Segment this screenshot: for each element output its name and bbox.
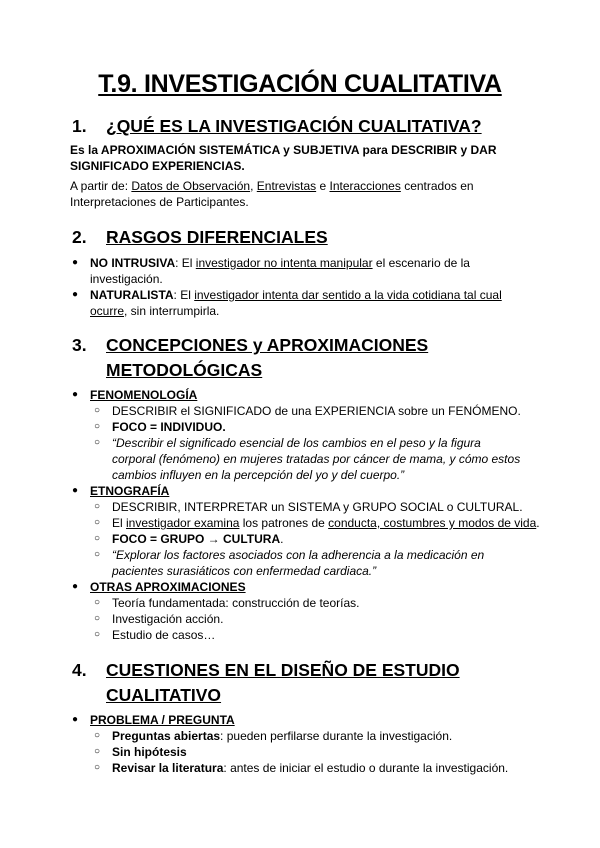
document-page: T.9. INVESTIGACIÓN CUALITATIVA 1. ¿QUÉ ES LA INVESTIGACIÓN CUALITATIVA? Es la APROXIMACIÓN SISTEMÁTICA y SUBJETIVA para DESCRIBIR y DAR SIGNIFICADO EXPERIENCIAS. A partir de: Datos de Observación, Entrevistas e Interacciones centrados en Interpretaciones de Participantes. 2. RASGOS DIFERENCIALES ● NO INTRUSIVA: El investigador no intenta manipular el escenario de la investigación. ● NATURALISTA: El investigador intenta dar sentido a la vida cotidiana tal cual ocurre, sin interrumpirla. 3. CONCEPCIONES y APROXIMACIONES METODOLÓGICAS ● FENOMENOLOGÍA ○ DESCRIBIR el SIGNIFICADO de una EXPERIENCIA sobre un FENÓMENO. ○ FOCO = INDIVIDUO. ○ “Describir el significado esencial de los cambios en el peso y la figura corporal (fenómeno) en mujeres tratadas por cáncer de mama, y cómo estos cambios influyen en la percepción del yo y del cuerpo.” ● ETNOGRAFÍA ○ DESCRIBIR, INTERPRETAR un SISTEMA y GRUPO SOCIAL o CULTURAL. ○ El investigador examina los patrones de conducta, costumbres y modos de vida. ○ FOCO = GRUPO → CULTURA. ○ “Explorar los factores asociados con la adherencia a la medicación en pacientes surasiáticos con enfermedad cardiaca.” ● OTRAS APROXIMACIONES ○ Teoría fundamentada: construcción de teorías. ○ Investigación acción. ○ Estudio de casos… 4. CUESTIONES EN EL DISEÑO DE ESTUDIO CUALITATIVO ● PROBLEMA / PREGUNTA ○ Preguntas abiertas: pueden perfilarse durante la investigación. ○ Sin hipótesis ○ Revisar la literatura: antes de iniciar el estudio o durante la investigación. [0,0,600,848]
section-number: 4. [72,660,87,680]
bullet-icon: ● [72,485,79,496]
definition-line-2: SIGNIFICADO EXPERIENCIAS. [70,159,245,173]
circle-bullet-icon: ○ [94,613,101,624]
circle-bullet-icon: ○ [94,437,101,448]
definition-line-1: Es la APROXIMACIÓN SISTEMÁTICA y SUBJETIVA para DESCRIBIR y DAR [70,143,497,157]
circle-bullet-icon: ○ [94,746,101,757]
page-title: T.9. INVESTIGACIÓN CUALITATIVA [98,70,502,98]
section-title: RASGOS DIFERENCIALES [106,227,328,247]
sources-paragraph-line-2: Interpretaciones de Participantes. [70,195,249,209]
section-number: 3. [72,335,87,355]
source-interviews: Entrevistas [256,179,317,193]
section-title-line-2: CUALITATIVO [106,685,222,705]
section-number: 2. [72,227,87,247]
circle-bullet-icon: ○ [94,501,101,512]
sources-paragraph-line-1: A partir de: Datos de Observación, Entrevistas e Interacciones centrados en [70,179,474,193]
source-observation: Datos de Observación [131,179,251,193]
circle-bullet-icon: ○ [94,730,101,741]
circle-bullet-icon: ○ [94,762,101,773]
circle-bullet-icon: ○ [94,549,101,560]
section-title: ¿QUÉ ES LA INVESTIGACIÓN CUALITATIVA? [106,116,482,136]
circle-bullet-icon: ○ [94,405,101,416]
bullet-icon: ● [72,389,79,400]
source-interactions: Interacciones [329,179,401,193]
section-title-line-1: CUESTIONES EN EL DISEÑO DE ESTUDIO [106,660,460,680]
circle-bullet-icon: ○ [94,629,101,640]
circle-bullet-icon: ○ [94,533,101,544]
bullet-icon: ● [72,714,79,725]
section-number: 1. [72,116,87,136]
bullet-icon: ● [72,257,79,268]
circle-bullet-icon: ○ [94,421,101,432]
section-title-line-1: CONCEPCIONES y APROXIMACIONES [106,335,429,355]
circle-bullet-icon: ○ [94,517,101,528]
bullet-icon: ● [72,581,79,592]
circle-bullet-icon: ○ [94,597,101,608]
bullet-icon: ● [72,289,79,300]
section-title-line-2: METODOLÓGICAS [106,360,263,380]
